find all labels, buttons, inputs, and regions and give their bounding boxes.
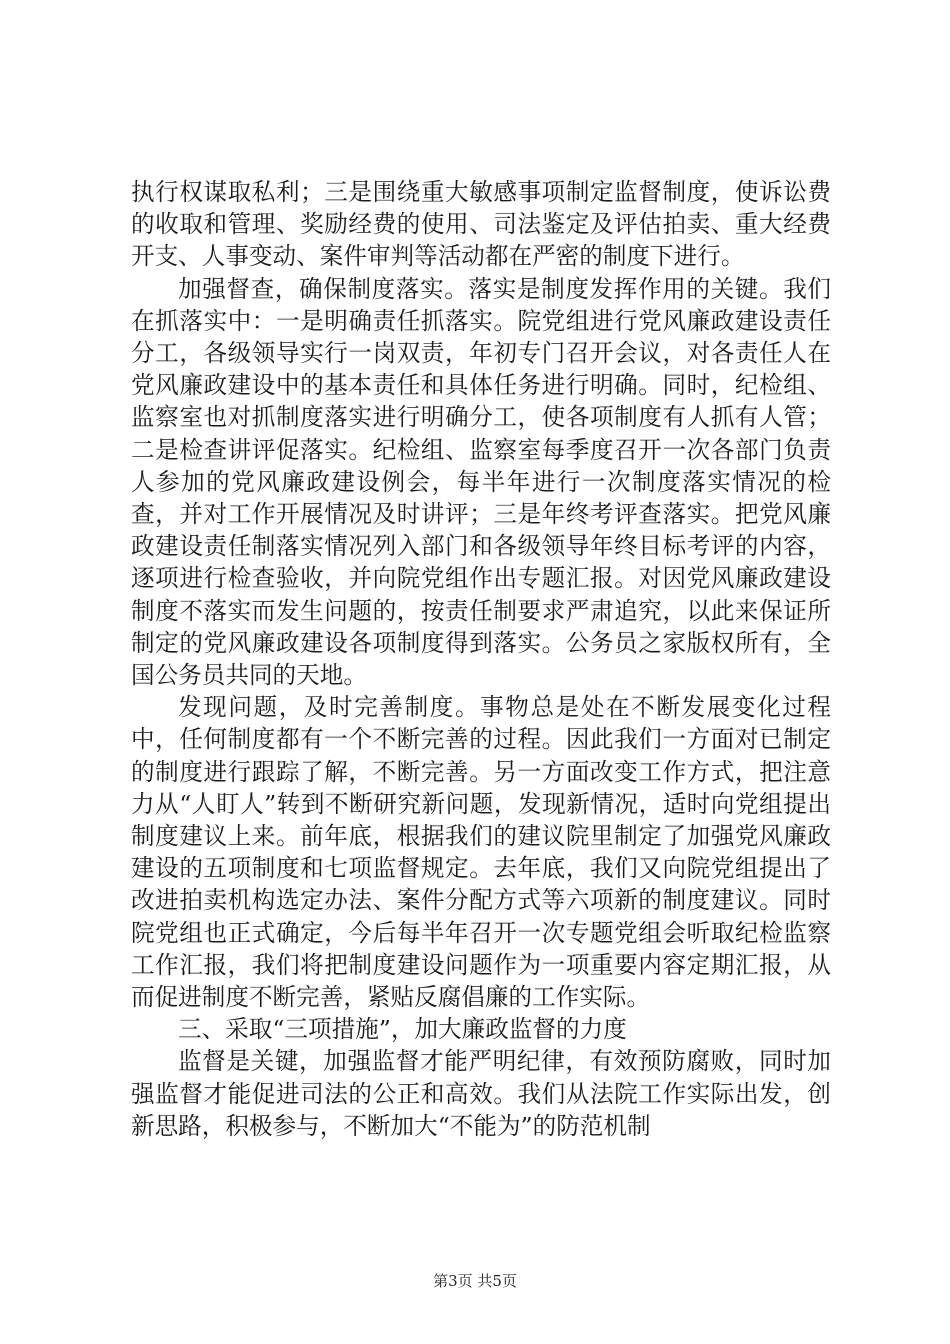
paragraph-supervision-implementation: 加强督查，确保制度落实。落实是制度发挥作用的关键。我们在抓落实中：一是明确责任抓落实。院党组进行党风廉政建设责任分工，各级领导实行一岗双责，年初专门召开会议，对各责任人在党风廉政建设中的基本责任和具体任务进行明确。同时，纪检组、监察室也对抓制度落实进行明确分工，使各项制度有人抓有人管；二是检查讲评促落实。纪检组、监察室每季度召开一次各部门负责人参加的党风廉政建设例会，每半年进行一次制度落实情况的检查，并对工作开展情况及时讲评；三是年终考评查落实。把党风廉政建设责任制落实情况列入部门和各级领导年终目标考评的内容，逐项进行检查验收，并向院党组作出专题汇报。对因党风廉政建设制度不落实而发生问题的，按责任制要求严肃追究，以此来保证所制定的党风廉政建设各项制度得到落实。公务员之家版权所有，全国公务员共同的天地。 [131,274,831,690]
paragraph-supervision-key: 监督是关键，加强监督才能严明纪律，有效预防腐败，同时加强监督才能促进司法的公正和高效。我们从法院工作实际出发，创新思路，积极参与，不断加大“不能为”的防范机制 [131,1047,831,1140]
paragraph-continuation: 执行权谋取私利；三是围绕重大敏感事项制定监督制度，使诉讼费的收取和管理、奖励经费的使用、司法鉴定及评估拍卖、重大经费开支、人事变动、案件审判等活动都在严密的制度下进行。 [131,178,831,271]
paragraph-improve-system: 发现问题，及时完善制度。事物总是处在不断发展变化过程中，任何制度都有一个不断完善的过程。因此我们一方面对已制定的制度进行跟踪了解，不断完善。另一方面改变工作方式，把注意力从“人盯人”转到不断研究新问题，发现新情况，适时向党组提出制度建议上来。前年底，根据我们的建议院里制定了加强党风廉政建设的五项制度和七项监督规定。去年底，我们又向院党组提出了改进拍卖机构选定办法、案件分配方式等六项新的制度建议。同时院党组也正式确定，今后每半年召开一次专题党组会听取纪检监察工作汇报，我们将把制度建设问题作为一项重要内容定期汇报，从而促进制度不断完善，紧贴反腐倡廉的工作实际。 [131,693,831,1012]
document-body [131,176,831,1142]
section-heading-three-measures: 三、采取“三项措施”，加大廉政监督的力度 [178,1015,627,1044]
page-number-footer: 第3页 共5页 [433,1272,517,1290]
